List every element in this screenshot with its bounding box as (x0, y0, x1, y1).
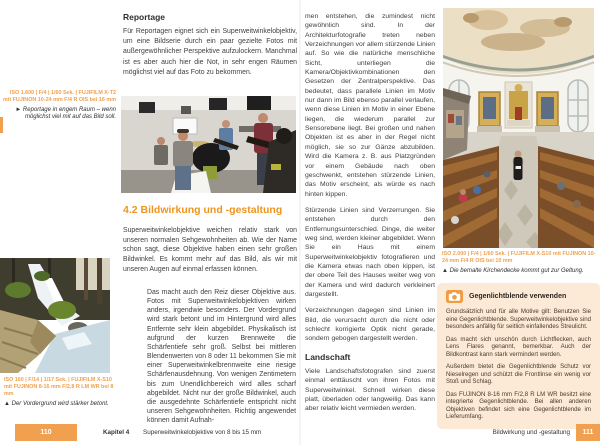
waterfall-photo (0, 258, 110, 373)
right-column-paragraph-4: Viele Landschaftsfotografen sind zuerst einmal enttäuscht von ihren Fotos mit Superweitwinkel. Schnell wirken diese platt, überladen oder langweilig. Das kann aber relativ leicht vermieden werden. (305, 368, 435, 413)
right-page-text-column (305, 12, 435, 421)
church-interior-photo-art (443, 8, 594, 248)
landschaft-heading: Landschaft (305, 351, 351, 362)
right-column-paragraph-1: men entstehen, die zumindest nicht gewöhnlich sind. In der Architekturfotografie treten neben Verzeichnungen vor allem stürzende Linien auf. So wie die natürliche menschliche Sicht, unterliegen die Kamera/Objektivkombinationen den Gesetzen der Zentralperspektive. Das bedeutet, dass parallele Linien im Motiv nur dann im Bild ebenso parallel verlaufen, wenn diese Linien im Motiv in einer Ebene liegen, die wiederum parallel zur Sensorebene liegt. Bei großen und nahen Objekten ist es aber in der Regel nicht möglich, sie so zur Gänze abzubilden. Wird die Kamera z. B. aus Platzgründen vor einem Gebäude nach oben geschwenkt, entstehen stürzende Linien, das Motiv erscheint, als würde es nach hinten kippen. (305, 13, 435, 198)
band-room-photo (121, 96, 296, 193)
tip-box-title: Gegenlichtblende verwenden (469, 293, 567, 300)
church-photo-caption (442, 251, 599, 275)
footer-section-title: Bildwirkung und -gestaltung (492, 429, 570, 436)
tip-box-paragraph-3: Außerdem bietet die Gegenlichtblende Schutz vor Nieselregen und schützt die Frontlinse ein wenig vor Stoß und Schlag. (446, 363, 591, 385)
tip-box-paragraph-1: Grundsätzlich und für alle Motive gilt: Benutzen Sie eine Gegenlichtblende. Superweitwinkelobjektive sind besonders anfällig für seitlich einfallendes Streulicht. (446, 308, 591, 330)
reportage-paragraph: Für Reportagen eignet sich ein Superweitwinkelobjektiv, um eine Bildserie durch ein paar gezielte Fotos mit außergewöhnlicher Perspektive aufzulockern. Manchmal ist es aber auch hier die Not, in sehr engen Räumen möglichst viel auf das Foto zu bekommen. (123, 28, 297, 76)
reportage-heading: Reportage (123, 12, 166, 22)
right-column-paragraph-2: Stürzende Linien sind Verzerrungen. Sie entstehen durch den Entfernungsunterschied. Dinge, die weiter weg sind, werden kleiner abgebildet. Wenn Sie ein Haus mit einem Superweitwinkelobjektiv fotografieren und die Kamera etwas nach oben kippen, ist der obere Teil des Hauses weiter weg von der Kamera und wird dadurch verkleinert dargestellt. (305, 206, 435, 298)
band-photo-caption (2, 90, 116, 122)
church-photo-caption-text: ▲ Die bemalte Kirchendecke kommt gut zur Geltung. (442, 267, 584, 274)
section-4-2-paragraph-2: Das macht auch den Reiz dieser Objektive aus. Fotos mit Superweitwinkelobjektiven wirken anders, irgendwie besonders. Der Vordergrund wird stark betont und im Hintergrund wird alles Entfernte sehr klein abgebildet. Physikalisch ist aufgrund der kurzen Brennweite die Schärfentiefe sehr groß. Selbst bei mittleren Blendenwerten von 8 oder 11 bekommen Sie mit einer Superweitwinkelbrennweite eine riesige Schärfenausdehnung. Von wenigen Zentimetern bis zum Unendlichbereich wird alles scharf abgebildet. Nicht nur der große Bildwinkel, auch die ausgedehnte Schärfentiefe entspricht nicht unseren Sehgewohnheiten. Richtig angewendet können damit Aufnah- (147, 289, 296, 425)
page-number-right: 111 (576, 424, 600, 441)
waterfall-photo-caption (4, 377, 116, 408)
church-interior-photo (443, 8, 594, 248)
waterfall-photo-art (0, 258, 110, 373)
band-room-photo-art (121, 96, 296, 193)
tip-box-paragraph-4: Das FUJINON 8-16 mm F/2,8 R LM WR besitzt eine integrierte Gegenlichtblende. Bei allen anderen Objektiven befindet sich eine Gegenlichtblende im Lieferumfang. (446, 390, 591, 420)
waterfall-photo-exif: ISO 160 | F/14 | 1/17 Sek. | FUJIFILM X-S10 mit FUJINON 8-16 mm F/2,8 R LM WR bei 8 mm (4, 377, 114, 397)
tip-box-header (446, 290, 591, 303)
tip-box-paragraph-2: Das macht sich unschön durch Lichtflecken, auch Lens Flares genannt, bemerkbar. Auch der Bildkontrast kann stark vermindert werden. (446, 335, 591, 358)
church-photo-exif: ISO 2.000 | F/4 | 1/60 Sek. | FUJIFILM X-S10 mit FUJINON 10-24 mm F/4 R OIS bei 10 mm (442, 251, 596, 264)
band-photo-exif: ISO 1.600 | F/4 | 1/60 Sek. | FUJIFILM X-T2 mit FUJINON 10-24 mm F/4 R OIS bei 16 mm (3, 90, 116, 103)
footer-chapter-title: Superweitwinkelobjektive von 8 bis 15 mm (143, 429, 262, 436)
tip-box-gegenlichtblende (437, 283, 600, 429)
section-4-2-heading: 4.2 Bildwirkung und -gestaltung (123, 204, 283, 216)
waterfall-photo-caption-text: ▲ Der Vordergrund wird stärker betont. (4, 400, 109, 407)
section-4-2-paragraph-1: Superweitwinkelobjektive weichen relativ stark von unseren normalen Sehgewohnheiten ab. Wie der Name schon sagt, diese Objektive haben einen sehr großen Bildwinkel. Es kommt mehr auf das Bild, als wir mit unseren Augen auf einmal erfassen können. (123, 227, 297, 273)
right-column-paragraph-3: Verzeichnungen dagegen sind Linien im Bild, die verursacht durch die nicht oder schlecht korrigierte Optik nicht gerade, sondern gebogen dargestellt werden. (305, 307, 435, 343)
page-number-left: 110 (15, 424, 77, 441)
band-photo-caption-text: ► Reportage in engem Raum – wenn möglichst viel mit auf das Bild soll. (15, 106, 116, 121)
page-gutter (299, 0, 301, 445)
camera-icon (446, 290, 463, 303)
footer-chapter-label: Kapitel 4 (103, 429, 130, 436)
